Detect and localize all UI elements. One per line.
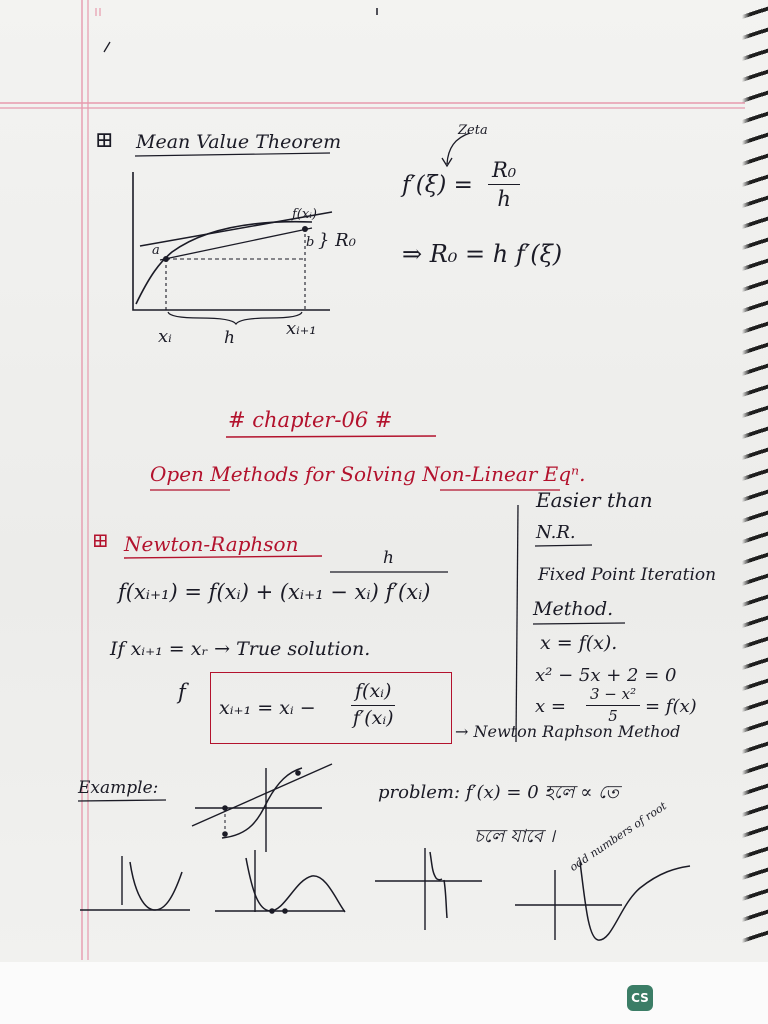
example-underline [78,800,166,801]
comparison-ref: N.R. [536,522,576,543]
x-i-label: xᵢ [158,326,172,347]
pen-stroke [104,42,110,52]
derivative-fraction [488,158,520,211]
newton-raphson-formula-box [210,672,452,744]
method-underline [533,623,625,624]
comparison-text: Easier than [536,488,653,512]
sketch3-curve-left [430,852,442,880]
curve-label: f(xᵢ) [292,207,317,222]
newton-raphson-method-label: → Newton Raphson Method [455,722,681,741]
formula-lhs: xᵢ₊₁ = xᵢ − [219,697,316,719]
example-point-3 [295,770,301,776]
chapter-underline [226,436,436,437]
sketch3-curve-right [444,880,447,918]
boxed-hash-icon: ⊞ [95,128,114,153]
problem-line-2: চলে যাবে । [474,826,556,847]
point-a-marker [163,256,169,262]
nr-ref-underline [535,545,592,546]
taylor-equation: f(xᵢ₊₁) = f(xᵢ) + (xᵢ₊₁ − xᵢ) f′(xᵢ) [118,580,431,604]
point-b-label: b [306,235,315,250]
example-point-2 [222,831,228,837]
sketch2-root-2 [282,908,288,914]
derivative-denominator: h [497,187,511,212]
step-brace-label: h [383,548,394,568]
column-divider [516,505,518,742]
sketch4-curve [580,862,690,940]
spiral-binding [742,0,768,958]
fixed-point-example-eq: x² − 5x + 2 = 0 [535,665,677,686]
mvt-title-underline [135,153,330,156]
formula-fraction [351,681,395,730]
rearranged-fraction [586,686,640,726]
sketch1-curve [130,862,182,910]
rearranged-lhs: x = [535,696,566,717]
remainder-label: } R₀ [318,230,356,251]
point-a-label: a [152,243,160,258]
rearranged-numerator: 3 − x² [586,686,640,706]
formula-denominator: f′(xᵢ) [352,706,394,729]
step-brace [168,312,302,324]
graph-axes [133,172,330,310]
fixed-point-method: Method. [533,598,614,620]
problem-line-1: problem: f′(x) = 0 হলে ∝ তে [378,782,619,803]
example-curve [222,768,302,838]
chord-line [160,228,315,260]
zeta-note: Zeta [458,123,488,138]
fixed-point-title: Fixed Point Iteration [538,565,717,585]
example-point-1 [222,805,228,811]
sketch2-curve [246,858,345,912]
point-b-marker [302,226,308,232]
example-label: Example: [78,778,159,798]
camscanner-logo: CS [627,985,653,1011]
rearranged-rhs: = f(x) [645,696,697,717]
root-note: odd numbers of root [567,799,669,874]
chapter-subtitle: Open Methods for Solving Non-Linear Eqⁿ. [150,462,586,486]
formula-prefix: f [178,680,186,704]
example-tangent [192,764,332,826]
x-next-label: xᵢ₊₁ [286,318,317,339]
fixed-point-form: x = f(x). [540,632,618,654]
formula-numerator: f(xᵢ) [351,681,395,706]
newton-raphson-title: Newton-Raphson [124,532,299,556]
remainder-result: ⇒ R₀ = h f′(ξ) [402,240,563,268]
newton-raphson-underline [124,556,322,558]
step-label: h [224,328,235,348]
derivative-numerator: R₀ [488,158,520,185]
derivative-lhs: f′(ξ) = [402,172,473,198]
chapter-heading: # chapter-06 # [228,408,393,432]
true-solution-condition: If xᵢ₊₁ = xᵣ → True solution. [110,638,371,660]
rearranged-denominator: 5 [608,707,618,726]
sketch2-root-1 [269,908,275,914]
boxed-hash-icon-nr: ⊞ [92,528,109,552]
mvt-title: Mean Value Theorem [136,131,342,153]
